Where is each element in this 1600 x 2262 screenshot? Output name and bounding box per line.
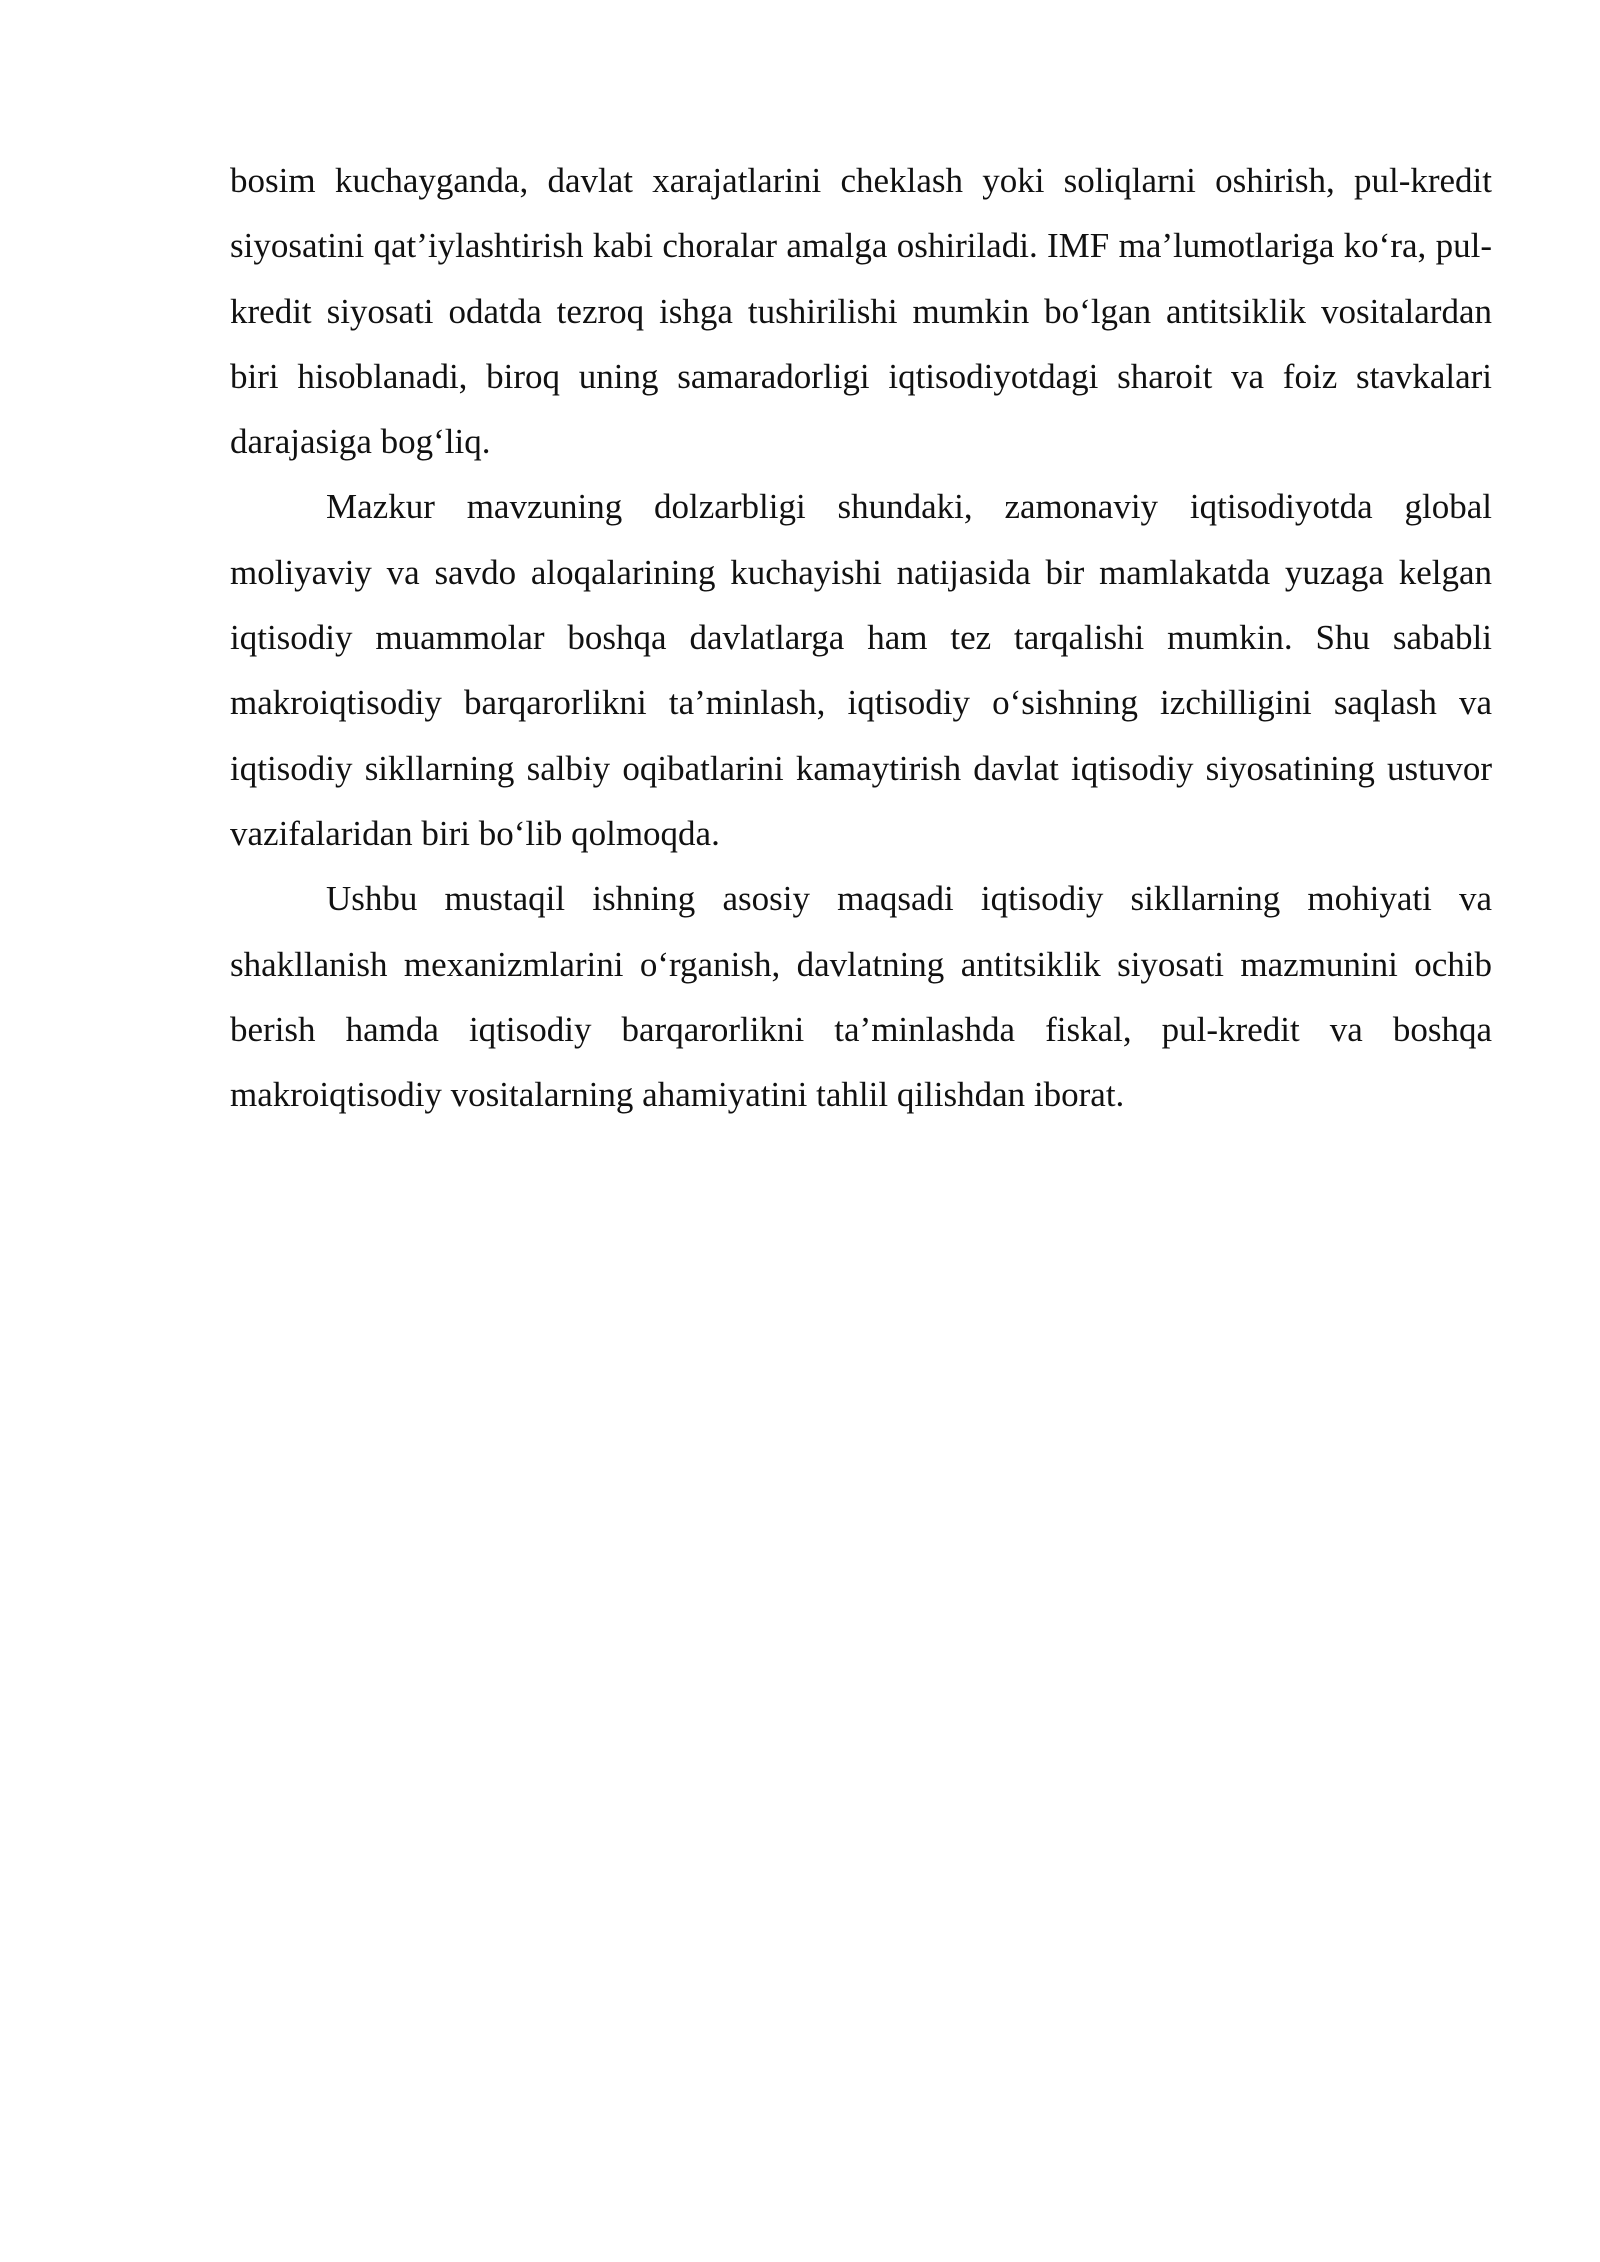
paragraph-relevance: Mazkur mavzuning dolzarbligi shundaki, zamonaviy iqtisodiyotda global moliyaviy va savdo aloqalarining kuchayishi natijasida bir mamlakatda yuzaga kelgan iqtisodiy muammolar boshqa davlatlarga ham tez tarqalishi mumkin. Shu sababli makroiqtisodiy barqarorlikni ta’minlash, iqtisodiy o‘sishning izchilligini saqlash va iqtisodiy sikllarning salbiy oqibatlarini kamaytirish davlat iqtisodiy siyosatining ustuvor vazifalaridan biri bo‘lib qolmoqda. (230, 487, 1492, 853)
paragraph-objective: Ushbu mustaqil ishning asosiy maqsadi iqtisodiy sikllarning mohiyati va shakllanish mexanizmlarini o‘rganish, davlatning antitsiklik siyosati mazmunini ochib berish hamda iqtisodiy barqarorlikni ta’minlashda fiskal, pul-kredit va boshqa makroiqtisodiy vositalarning ahamiyatini tahlil qilishdan iborat. (230, 879, 1492, 1115)
body-text (230, 148, 1492, 1127)
paragraph-continuation: bosim kuchayganda, davlat xarajatlarini cheklash yoki soliqlarni oshirish, pul-kredit siyosatini qat’iylashtirish kabi choralar amalga oshiriladi. IMF ma’lumotlariga ko‘ra, pul-kredit siyosati odatda tezroq ishga tushirilishi mumkin bo‘lgan antitsiklik vositalardan biri hisoblanadi, biroq uning samaradorligi iqtisodiyotdagi sharoit va foiz stavkalari darajasiga bog‘liq. (230, 161, 1492, 462)
